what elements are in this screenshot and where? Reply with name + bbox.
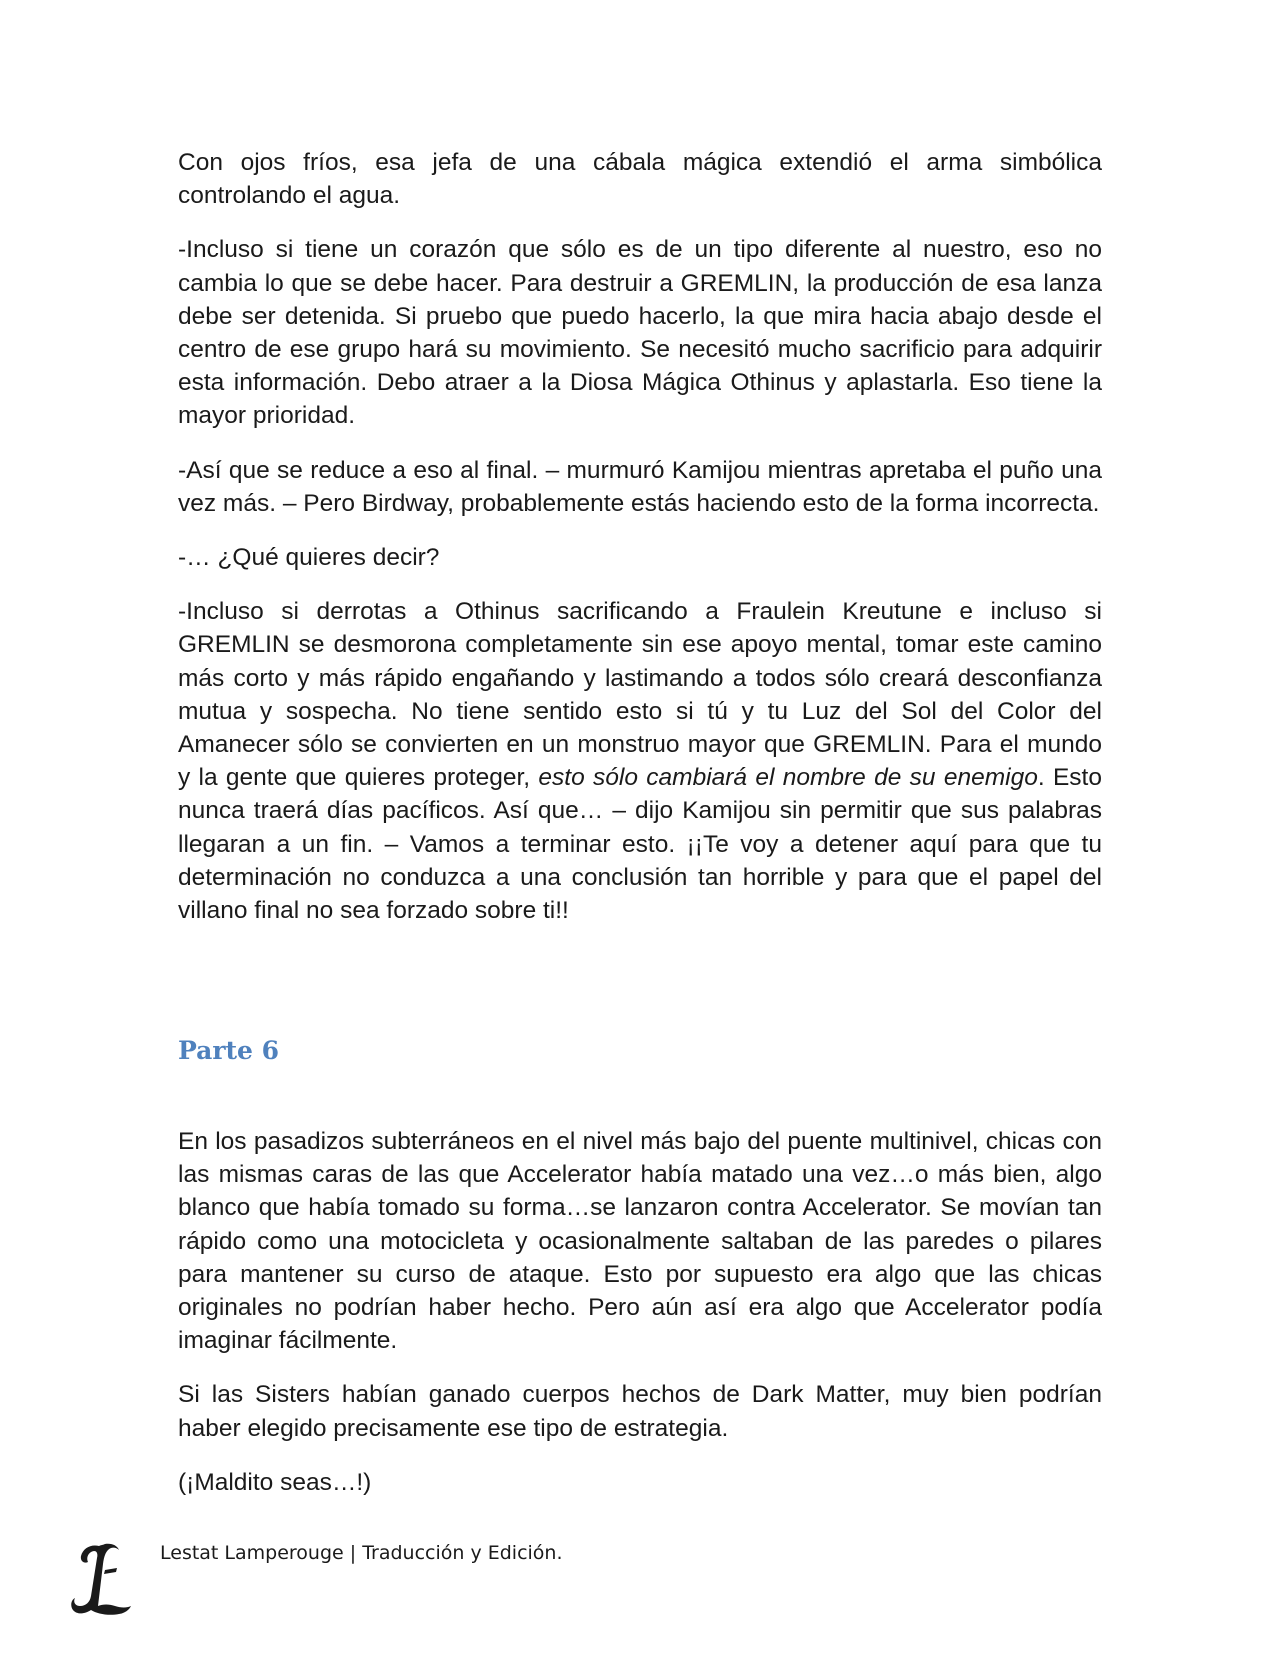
section-heading: Parte 6 <box>178 1036 280 1065</box>
section-1-text <box>178 146 1102 948</box>
page-footer <box>60 1540 1160 1630</box>
paragraph-6: En los pasadizos subterráneos en el nivel más bajo del puente multinivel, chicas con las mismas caras de las que Accelerator había matado una vez…o más bien, algo blanco que había tomado su forma…se lanzaron contra Accelerator. Se movían tan rápido como una motocicleta y ocasionalmente saltaban de las paredes o pilares para mantener su curso de ataque. Esto por supuesto era algo que las chicas originales no podrían haber hecho. Pero aún así era algo que Accelerator podía imaginar fácilmente. <box>178 1128 1102 1355</box>
paragraph-5 <box>178 595 1102 927</box>
paragraph-5-part-b: . Esto nunca traerá días pacíficos. Así que… – dijo Kamijou sin permitir que sus palabras llegaran a un fin. – Vamos a terminar esto. ¡¡Te voy a detener aquí para que tu determinación no conduzca a una conclusión tan horrible y para que el papel del villano final no sea forzado sobre ti!! <box>178 764 1102 925</box>
footer-credit: Lestat Lamperouge | Traducción y Edición. <box>160 1542 563 1564</box>
paragraph-3: -Así que se reduce a eso al final. – murmuró Kamijou mientras apretaba el puño una vez más. – Pero Birdway, probablemente estás haciendo esto de la forma incorrecta. <box>178 456 1102 517</box>
section-2-text <box>178 1125 1102 1520</box>
paragraph-5-italic: esto sólo cambiará el nombre de su enemigo <box>538 764 1038 792</box>
paragraph-7: Si las Sisters habían ganado cuerpos hechos de Dark Matter, muy bien podrían haber elegido precisamente ese tipo de estrategia. <box>178 1381 1102 1442</box>
paragraph-8: (¡Maldito seas…!) <box>178 1468 372 1496</box>
paragraph-4: -… ¿Qué quieres decir? <box>178 544 440 572</box>
paragraph-1: Con ojos fríos, esa jefa de una cábala mágica extendió el arma simbólica controlando el agua. <box>178 149 1102 210</box>
gothic-l-logo-icon <box>65 1540 137 1620</box>
paragraph-2: -Incluso si tiene un corazón que sólo es de un tipo diferente al nuestro, eso no cambia lo que se debe hacer. Para destruir a GREMLIN, la producción de esa lanza debe ser detenida. Si pruebo que puedo hacerlo, la que mira hacia abajo desde el centro de ese grupo hará su movimiento. Se necesitó mucho sacrificio para adquirir esta información. Debo atraer a la Diosa Mágica Othinus y aplastarla. Eso tiene la mayor prioridad. <box>178 236 1102 430</box>
paragraph-5-part-a: -Incluso si derrotas a Othinus sacrificando a Fraulein Kreutune e incluso si GREMLIN se desmorona completamente sin ese apoyo mental, tomar este camino más corto y más rápido engañando y lastimando a todos sólo creará desconfianza mutua y sospecha. No tiene sentido esto si tú y tu Luz del Sol del Color del Amanecer sólo se convierten en un monstruo mayor que GREMLIN. Para el mundo y la gente que quieres proteger, <box>178 598 1102 792</box>
